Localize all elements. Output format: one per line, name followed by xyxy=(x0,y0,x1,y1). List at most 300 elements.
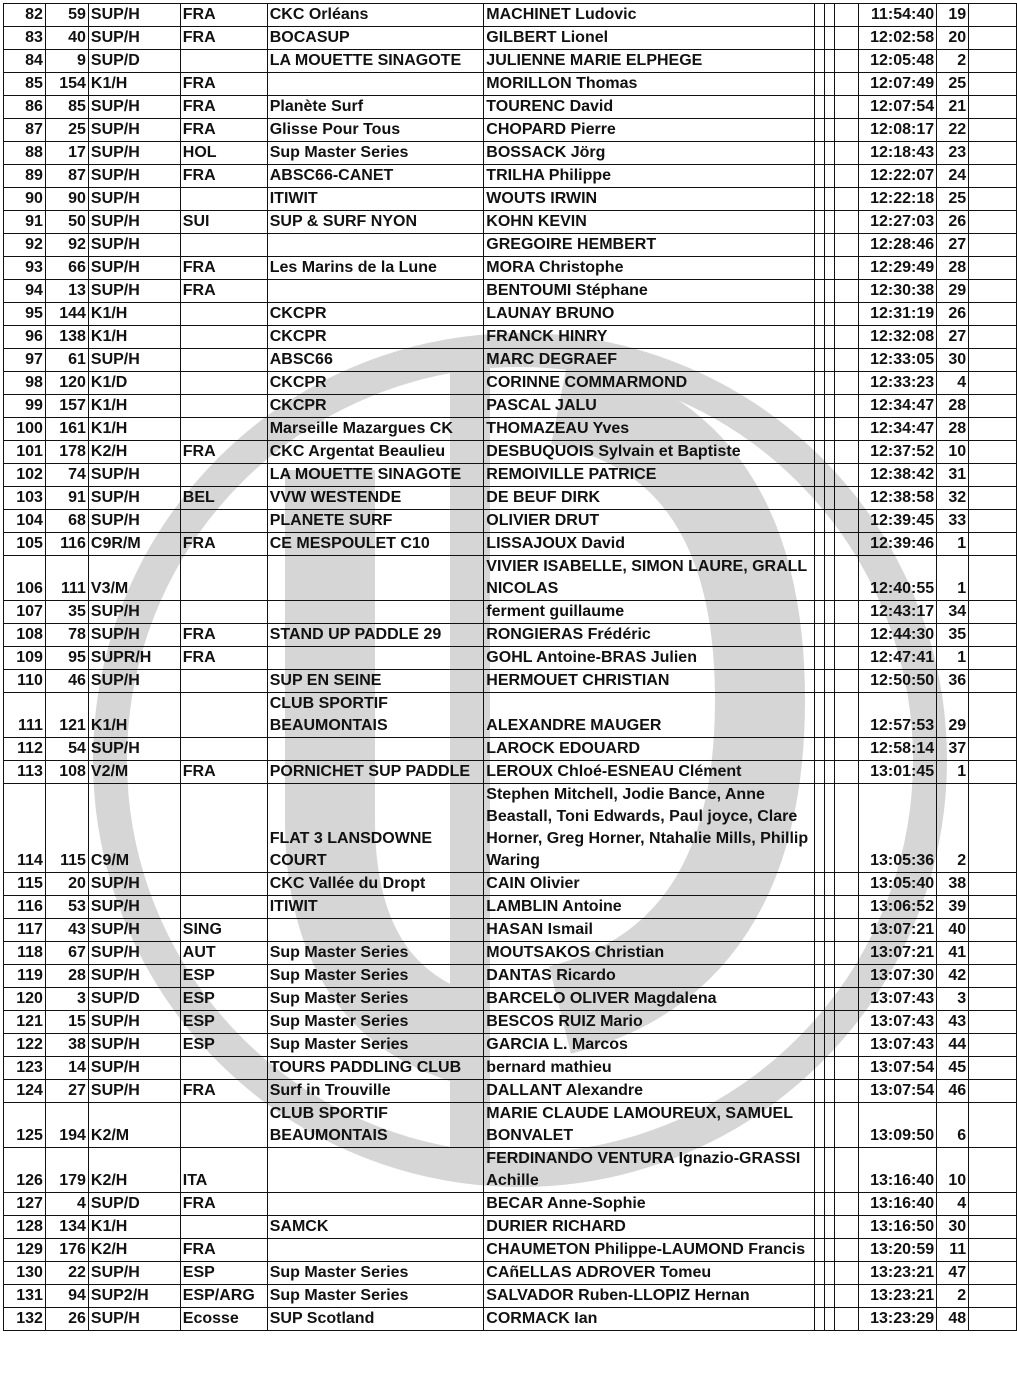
table-row xyxy=(4,211,1017,234)
spacer-cell xyxy=(815,784,825,873)
category-cell: K1/H xyxy=(88,418,180,441)
nation-cell: FRA xyxy=(180,165,267,188)
trailing-cell xyxy=(969,441,1017,464)
category-cell: SUP/H xyxy=(88,349,180,372)
spacer-cell xyxy=(835,234,859,257)
spacer-cell xyxy=(825,624,835,647)
bib-cell: 28 xyxy=(45,965,88,988)
time-cell: 13:07:43 xyxy=(859,988,937,1011)
spacer-cell xyxy=(825,4,835,27)
club-cell: CKCPR xyxy=(267,395,484,418)
table-row xyxy=(4,761,1017,784)
spacer-cell xyxy=(835,1193,859,1216)
trailing-cell xyxy=(969,510,1017,533)
club-cell: Glisse Pour Tous xyxy=(267,119,484,142)
spacer-cell xyxy=(815,211,825,234)
time-cell: 11:54:40 xyxy=(859,4,937,27)
category-cell: K2/H xyxy=(88,441,180,464)
spacer-cell xyxy=(815,942,825,965)
spacer-cell xyxy=(835,487,859,510)
table-row xyxy=(4,372,1017,395)
spacer-cell xyxy=(835,73,859,96)
time-cell: 13:07:21 xyxy=(859,942,937,965)
club-cell: Sup Master Series xyxy=(267,1034,484,1057)
category-cell: SUP/H xyxy=(88,165,180,188)
nation-cell xyxy=(180,784,267,873)
category-cell: SUP/H xyxy=(88,464,180,487)
spacer-cell xyxy=(825,1308,835,1331)
spacer-cell xyxy=(815,1285,825,1308)
table-row xyxy=(4,1285,1017,1308)
club-cell: PLANETE SURF xyxy=(267,510,484,533)
table-row xyxy=(4,96,1017,119)
place-cell: 89 xyxy=(4,165,46,188)
category-cell: SUP/H xyxy=(88,1080,180,1103)
time-cell: 12:28:46 xyxy=(859,234,937,257)
spacer-cell xyxy=(835,326,859,349)
rank-cell: 19 xyxy=(937,4,969,27)
trailing-cell xyxy=(969,784,1017,873)
table-row xyxy=(4,326,1017,349)
nation-cell xyxy=(180,349,267,372)
place-cell: 88 xyxy=(4,142,46,165)
table-row xyxy=(4,896,1017,919)
bib-cell: 3 xyxy=(45,988,88,1011)
club-cell: LA MOUETTE SINAGOTE xyxy=(267,464,484,487)
nation-cell: ESP xyxy=(180,988,267,1011)
bib-cell: 27 xyxy=(45,1080,88,1103)
club-cell: CKC Argentat Beaulieu xyxy=(267,441,484,464)
table-row xyxy=(4,1148,1017,1193)
spacer-cell xyxy=(815,119,825,142)
rank-cell: 29 xyxy=(937,693,969,738)
club-cell: Marseille Mazargues CK xyxy=(267,418,484,441)
spacer-cell xyxy=(825,1148,835,1193)
club-cell: VVW WESTENDE xyxy=(267,487,484,510)
place-cell: 121 xyxy=(4,1011,46,1034)
bib-cell: 157 xyxy=(45,395,88,418)
category-cell: SUP/H xyxy=(88,738,180,761)
table-row xyxy=(4,234,1017,257)
club-cell: Sup Master Series xyxy=(267,965,484,988)
spacer-cell xyxy=(835,1080,859,1103)
spacer-cell xyxy=(825,873,835,896)
competitor-cell: LEROUX Chloé-ESNEAU Clément xyxy=(484,761,815,784)
club-cell xyxy=(267,738,484,761)
time-cell: 13:16:40 xyxy=(859,1148,937,1193)
spacer-cell xyxy=(815,1011,825,1034)
nation-cell: FRA xyxy=(180,624,267,647)
nation-cell xyxy=(180,372,267,395)
spacer-cell xyxy=(835,349,859,372)
time-cell: 12:07:54 xyxy=(859,96,937,119)
time-cell: 13:07:43 xyxy=(859,1011,937,1034)
spacer-cell xyxy=(825,280,835,303)
competitor-cell: CAñELLAS ADROVER Tomeu xyxy=(484,1262,815,1285)
competitor-cell: PASCAL JALU xyxy=(484,395,815,418)
trailing-cell xyxy=(969,988,1017,1011)
time-cell: 13:20:59 xyxy=(859,1239,937,1262)
spacer-cell xyxy=(835,27,859,50)
spacer-cell xyxy=(835,761,859,784)
nation-cell: ESP xyxy=(180,1262,267,1285)
spacer-cell xyxy=(835,1262,859,1285)
spacer-cell xyxy=(835,533,859,556)
place-cell: 105 xyxy=(4,533,46,556)
spacer-cell xyxy=(815,693,825,738)
bib-cell: 61 xyxy=(45,349,88,372)
table-row xyxy=(4,647,1017,670)
rank-cell: 2 xyxy=(937,1285,969,1308)
trailing-cell xyxy=(969,942,1017,965)
competitor-cell: MORA Christophe xyxy=(484,257,815,280)
spacer-cell xyxy=(815,738,825,761)
nation-cell: FRA xyxy=(180,257,267,280)
category-cell: K1/H xyxy=(88,1216,180,1239)
bib-cell: 121 xyxy=(45,693,88,738)
trailing-cell xyxy=(969,965,1017,988)
spacer-cell xyxy=(835,50,859,73)
spacer-cell xyxy=(815,303,825,326)
competitor-cell: CHOPARD Pierre xyxy=(484,119,815,142)
category-cell: SUP/H xyxy=(88,27,180,50)
trailing-cell xyxy=(969,211,1017,234)
trailing-cell xyxy=(969,27,1017,50)
spacer-cell xyxy=(815,395,825,418)
competitor-cell: CHAUMETON Philippe-LAUMOND Francis xyxy=(484,1239,815,1262)
club-cell: Sup Master Series xyxy=(267,1262,484,1285)
spacer-cell xyxy=(825,73,835,96)
spacer-cell xyxy=(825,119,835,142)
trailing-cell xyxy=(969,73,1017,96)
table-row xyxy=(4,1239,1017,1262)
time-cell: 12:57:53 xyxy=(859,693,937,738)
rank-cell: 23 xyxy=(937,142,969,165)
table-row xyxy=(4,988,1017,1011)
club-cell: PORNICHET SUP PADDLE xyxy=(267,761,484,784)
rank-cell: 28 xyxy=(937,257,969,280)
spacer-cell xyxy=(825,349,835,372)
category-cell: SUP/H xyxy=(88,1034,180,1057)
rank-cell: 21 xyxy=(937,96,969,119)
place-cell: 111 xyxy=(4,693,46,738)
trailing-cell xyxy=(969,1011,1017,1034)
spacer-cell xyxy=(835,1057,859,1080)
rank-cell: 26 xyxy=(937,303,969,326)
table-row xyxy=(4,738,1017,761)
place-cell: 125 xyxy=(4,1103,46,1148)
spacer-cell xyxy=(825,96,835,119)
place-cell: 100 xyxy=(4,418,46,441)
bib-cell: 120 xyxy=(45,372,88,395)
nation-cell: ESP/ARG xyxy=(180,1285,267,1308)
time-cell: 12:33:05 xyxy=(859,349,937,372)
spacer-cell xyxy=(815,556,825,601)
category-cell: K2/H xyxy=(88,1239,180,1262)
nation-cell: FRA xyxy=(180,4,267,27)
time-cell: 12:43:17 xyxy=(859,601,937,624)
spacer-cell xyxy=(835,942,859,965)
rank-cell: 45 xyxy=(937,1057,969,1080)
competitor-cell: TRILHA Philippe xyxy=(484,165,815,188)
table-row xyxy=(4,533,1017,556)
place-cell: 106 xyxy=(4,556,46,601)
category-cell: SUP/H xyxy=(88,142,180,165)
place-cell: 84 xyxy=(4,50,46,73)
spacer-cell xyxy=(825,1034,835,1057)
club-cell: Sup Master Series xyxy=(267,942,484,965)
nation-cell xyxy=(180,693,267,738)
club-cell: CLUB SPORTIF BEAUMONTAIS xyxy=(267,693,484,738)
bib-cell: 4 xyxy=(45,1193,88,1216)
rank-cell: 24 xyxy=(937,165,969,188)
category-cell: SUP/H xyxy=(88,211,180,234)
category-cell: SUP/H xyxy=(88,234,180,257)
bib-cell: 53 xyxy=(45,896,88,919)
spacer-cell xyxy=(825,670,835,693)
club-cell: FLAT 3 LANSDOWNE COURT xyxy=(267,784,484,873)
trailing-cell xyxy=(969,533,1017,556)
trailing-cell xyxy=(969,556,1017,601)
category-cell: C9/M xyxy=(88,784,180,873)
club-cell: SUP EN SEINE xyxy=(267,670,484,693)
spacer-cell xyxy=(815,761,825,784)
bib-cell: 9 xyxy=(45,50,88,73)
bib-cell: 115 xyxy=(45,784,88,873)
bib-cell: 38 xyxy=(45,1034,88,1057)
nation-cell xyxy=(180,738,267,761)
bib-cell: 17 xyxy=(45,142,88,165)
results-body xyxy=(4,4,1017,1331)
spacer-cell xyxy=(825,1239,835,1262)
spacer-cell xyxy=(835,693,859,738)
table-row xyxy=(4,693,1017,738)
competitor-cell: CORMACK Ian xyxy=(484,1308,815,1331)
place-cell: 95 xyxy=(4,303,46,326)
rank-cell: 40 xyxy=(937,919,969,942)
time-cell: 12:30:38 xyxy=(859,280,937,303)
spacer-cell xyxy=(835,647,859,670)
place-cell: 103 xyxy=(4,487,46,510)
spacer-cell xyxy=(825,919,835,942)
rank-cell: 25 xyxy=(937,188,969,211)
category-cell: K1/H xyxy=(88,303,180,326)
spacer-cell xyxy=(815,27,825,50)
place-cell: 97 xyxy=(4,349,46,372)
trailing-cell xyxy=(969,1103,1017,1148)
spacer-cell xyxy=(835,965,859,988)
spacer-cell xyxy=(825,441,835,464)
competitor-cell: LISSAJOUX David xyxy=(484,533,815,556)
time-cell: 13:05:40 xyxy=(859,873,937,896)
bib-cell: 91 xyxy=(45,487,88,510)
time-cell: 13:07:54 xyxy=(859,1080,937,1103)
spacer-cell xyxy=(825,761,835,784)
spacer-cell xyxy=(835,1034,859,1057)
rank-cell: 47 xyxy=(937,1262,969,1285)
time-cell: 12:34:47 xyxy=(859,418,937,441)
trailing-cell xyxy=(969,601,1017,624)
time-cell: 12:40:55 xyxy=(859,556,937,601)
table-row xyxy=(4,1103,1017,1148)
competitor-cell: DURIER RICHARD xyxy=(484,1216,815,1239)
club-cell: CKCPR xyxy=(267,326,484,349)
trailing-cell xyxy=(969,647,1017,670)
nation-cell xyxy=(180,510,267,533)
spacer-cell xyxy=(815,533,825,556)
rank-cell: 10 xyxy=(937,441,969,464)
nation-cell xyxy=(180,896,267,919)
nation-cell: FRA xyxy=(180,96,267,119)
competitor-cell: BARCELO OLIVER Magdalena xyxy=(484,988,815,1011)
place-cell: 118 xyxy=(4,942,46,965)
spacer-cell xyxy=(825,142,835,165)
time-cell: 13:07:54 xyxy=(859,1057,937,1080)
place-cell: 92 xyxy=(4,234,46,257)
category-cell: K1/H xyxy=(88,395,180,418)
nation-cell xyxy=(180,50,267,73)
category-cell: SUP/D xyxy=(88,1193,180,1216)
club-cell: CE MESPOULET C10 xyxy=(267,533,484,556)
spacer-cell xyxy=(825,693,835,738)
place-cell: 94 xyxy=(4,280,46,303)
category-cell: V2/M xyxy=(88,761,180,784)
bib-cell: 13 xyxy=(45,280,88,303)
competitor-cell: ALEXANDRE MAUGER xyxy=(484,693,815,738)
competitor-cell: WOUTS IRWIN xyxy=(484,188,815,211)
bib-cell: 176 xyxy=(45,1239,88,1262)
table-row xyxy=(4,73,1017,96)
spacer-cell xyxy=(815,873,825,896)
club-cell: CKC Orléans xyxy=(267,4,484,27)
club-cell xyxy=(267,556,484,601)
time-cell: 13:01:45 xyxy=(859,761,937,784)
spacer-cell xyxy=(825,647,835,670)
trailing-cell xyxy=(969,624,1017,647)
competitor-cell: CORINNE COMMARMOND xyxy=(484,372,815,395)
spacer-cell xyxy=(835,1011,859,1034)
trailing-cell xyxy=(969,919,1017,942)
trailing-cell xyxy=(969,670,1017,693)
category-cell: SUP/H xyxy=(88,670,180,693)
spacer-cell xyxy=(835,919,859,942)
place-cell: 114 xyxy=(4,784,46,873)
rank-cell: 20 xyxy=(937,27,969,50)
spacer-cell xyxy=(815,464,825,487)
club-cell: ITIWIT xyxy=(267,188,484,211)
table-row xyxy=(4,395,1017,418)
trailing-cell xyxy=(969,761,1017,784)
place-cell: 85 xyxy=(4,73,46,96)
spacer-cell xyxy=(815,165,825,188)
spacer-cell xyxy=(835,280,859,303)
time-cell: 12:32:08 xyxy=(859,326,937,349)
competitor-cell: MARC DEGRAEF xyxy=(484,349,815,372)
nation-cell: SUI xyxy=(180,211,267,234)
spacer-cell xyxy=(835,96,859,119)
trailing-cell xyxy=(969,738,1017,761)
competitor-cell: HERMOUET CHRISTIAN xyxy=(484,670,815,693)
spacer-cell xyxy=(825,326,835,349)
nation-cell: ESP xyxy=(180,1034,267,1057)
spacer-cell xyxy=(815,4,825,27)
spacer-cell xyxy=(825,418,835,441)
spacer-cell xyxy=(835,670,859,693)
spacer-cell xyxy=(825,965,835,988)
time-cell: 13:23:21 xyxy=(859,1262,937,1285)
time-cell: 12:07:49 xyxy=(859,73,937,96)
spacer-cell xyxy=(835,188,859,211)
bib-cell: 161 xyxy=(45,418,88,441)
spacer-cell xyxy=(825,784,835,873)
rank-cell: 46 xyxy=(937,1080,969,1103)
club-cell: CKCPR xyxy=(267,372,484,395)
competitor-cell: TOURENC David xyxy=(484,96,815,119)
spacer-cell xyxy=(835,738,859,761)
bib-cell: 92 xyxy=(45,234,88,257)
spacer-cell xyxy=(815,647,825,670)
table-row xyxy=(4,965,1017,988)
bib-cell: 111 xyxy=(45,556,88,601)
rank-cell: 1 xyxy=(937,761,969,784)
club-cell: ITIWIT xyxy=(267,896,484,919)
spacer-cell xyxy=(825,188,835,211)
spacer-cell xyxy=(815,280,825,303)
bib-cell: 116 xyxy=(45,533,88,556)
rank-cell: 22 xyxy=(937,119,969,142)
trailing-cell xyxy=(969,372,1017,395)
rank-cell: 31 xyxy=(937,464,969,487)
time-cell: 12:44:30 xyxy=(859,624,937,647)
nation-cell: FRA xyxy=(180,1080,267,1103)
nation-cell: FRA xyxy=(180,1239,267,1262)
bib-cell: 85 xyxy=(45,96,88,119)
place-cell: 117 xyxy=(4,919,46,942)
spacer-cell xyxy=(815,1262,825,1285)
rank-cell: 38 xyxy=(937,873,969,896)
rank-cell: 30 xyxy=(937,1216,969,1239)
trailing-cell xyxy=(969,4,1017,27)
spacer-cell xyxy=(825,556,835,601)
club-cell xyxy=(267,601,484,624)
table-row xyxy=(4,418,1017,441)
spacer-cell xyxy=(825,1057,835,1080)
category-cell: K1/H xyxy=(88,693,180,738)
trailing-cell xyxy=(969,464,1017,487)
nation-cell: Ecosse xyxy=(180,1308,267,1331)
rank-cell: 6 xyxy=(937,1103,969,1148)
spacer-cell xyxy=(825,1011,835,1034)
trailing-cell xyxy=(969,280,1017,303)
bib-cell: 15 xyxy=(45,1011,88,1034)
trailing-cell xyxy=(969,873,1017,896)
table-row xyxy=(4,601,1017,624)
rank-cell: 27 xyxy=(937,234,969,257)
club-cell: CLUB SPORTIF BEAUMONTAIS xyxy=(267,1103,484,1148)
table-row xyxy=(4,464,1017,487)
trailing-cell xyxy=(969,349,1017,372)
table-row xyxy=(4,1262,1017,1285)
spacer-cell xyxy=(815,441,825,464)
club-cell: ABSC66-CANET xyxy=(267,165,484,188)
bib-cell: 108 xyxy=(45,761,88,784)
club-cell: Sup Master Series xyxy=(267,1285,484,1308)
bib-cell: 50 xyxy=(45,211,88,234)
table-row xyxy=(4,1011,1017,1034)
competitor-cell: MARIE CLAUDE LAMOUREUX, SAMUEL BONVALET xyxy=(484,1103,815,1148)
spacer-cell xyxy=(815,188,825,211)
spacer-cell xyxy=(825,303,835,326)
